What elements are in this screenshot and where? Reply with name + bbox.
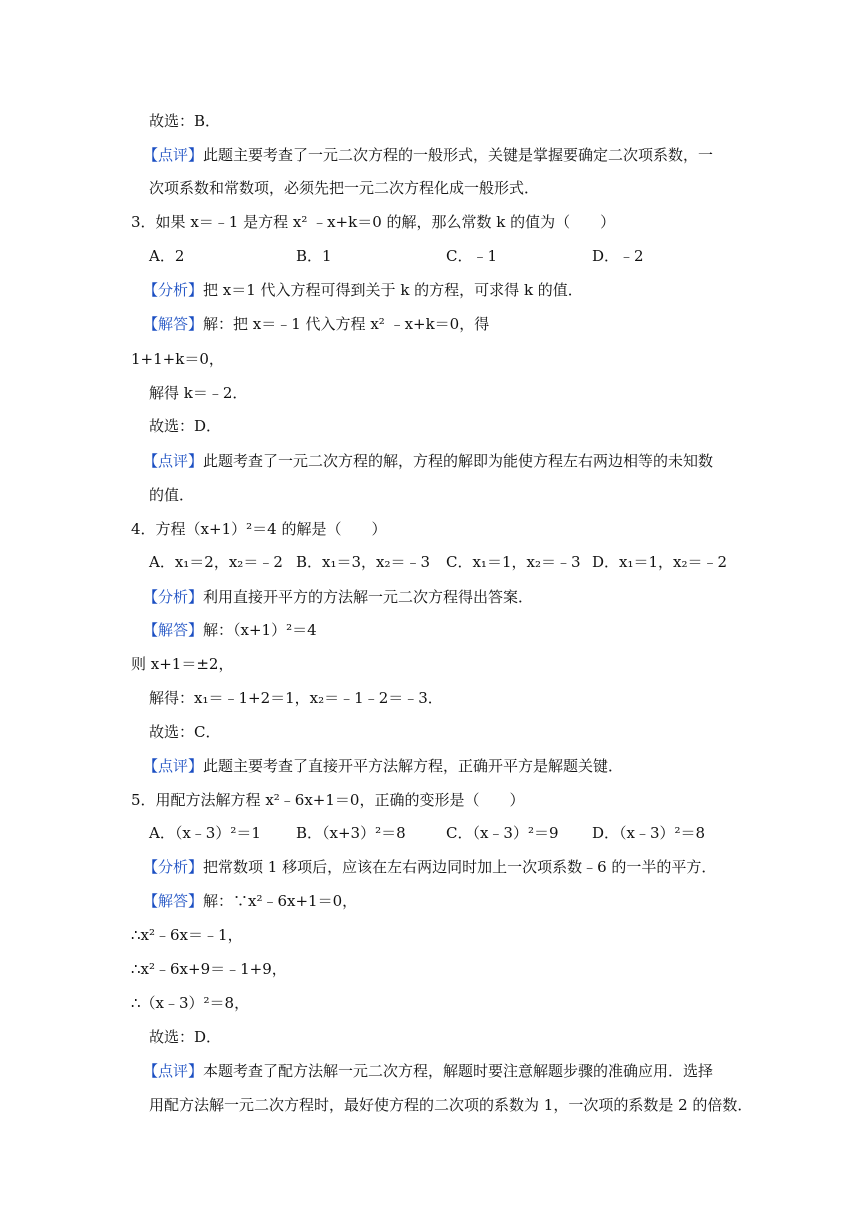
q4-comment: 【点评】此题主要考查了直接开平方法解方程，正确开平方是解题关键． <box>143 757 624 775</box>
q4-answer: 【解答】解：（x+1）²＝4 <box>143 621 317 639</box>
q3-option-a: A．2 <box>149 247 185 265</box>
q3-step-2: 解得 k＝﹣2． <box>149 384 248 402</box>
analysis-tag: 【分析】 <box>143 588 204 606</box>
q4-step-2: 解得：x₁＝﹣1+2＝1，x₂＝﹣1﹣2＝﹣3． <box>149 689 443 707</box>
q2-comment: 【点评】此题主要考查了一元二次方程的一般形式，关键是掌握要确定二次项系数，一 <box>143 146 714 164</box>
q4-options <box>0 552 860 572</box>
comment-tag: 【点评】 <box>143 146 204 164</box>
q4-option-c: C．x₁＝1，x₂＝﹣3 <box>446 553 581 571</box>
q3-comment-cont: 的值． <box>149 486 195 504</box>
comment-tag: 【点评】 <box>143 1062 204 1080</box>
q3-option-d: D．﹣2 <box>592 247 644 265</box>
q5-answer: 【解答】解：∵x²﹣6x+1＝0， <box>143 892 358 910</box>
q4-stem: 4．方程（x+1）²＝4 的解是（ ） <box>131 520 387 538</box>
q5-comment: 【点评】本题考查了配方法解一元二次方程，解题时要注意解题步骤的准确应用．选择 <box>143 1062 714 1080</box>
q5-options <box>0 823 860 843</box>
q3-step-1: 1+1+k＝0， <box>131 350 224 368</box>
comment-tag: 【点评】 <box>143 757 204 775</box>
q3-stem: 3．如果 x＝﹣1 是方程 x² ﹣x+k＝0 的解，那么常数 k 的值为（ ） <box>131 213 616 231</box>
q5-option-b: B．（x+3）²＝8 <box>296 824 406 842</box>
q3-option-b: B．1 <box>296 247 332 265</box>
q2-comment-cont: 次项系数和常数项，必须先把一元二次方程化成一般形式． <box>149 179 540 197</box>
q5-option-d: D．（x﹣3）²＝8 <box>592 824 706 842</box>
q5-option-c: C．（x﹣3）²＝9 <box>446 824 559 842</box>
q5-choose: 故选：D． <box>149 1028 222 1046</box>
answer-tag: 【解答】 <box>143 621 204 639</box>
q5-option-a: A．（x﹣3）²＝1 <box>149 824 261 842</box>
q4-choose: 故选：C． <box>149 723 221 741</box>
q4-option-b: B．x₁＝3，x₂＝﹣3 <box>296 553 431 571</box>
answer-tag: 【解答】 <box>143 892 204 910</box>
q3-analysis: 【分析】把 x＝1 代入方程可得到关于 k 的方程，可求得 k 的值． <box>143 281 583 299</box>
q2-choose: 故选：B． <box>149 112 221 130</box>
q4-analysis: 【分析】利用直接开平方的方法解一元二次方程得出答案． <box>143 588 534 606</box>
q3-choose: 故选：D． <box>149 417 222 435</box>
q5-stem: 5．用配方法解方程 x²﹣6x+1＝0，正确的变形是（ ） <box>131 791 525 809</box>
analysis-tag: 【分析】 <box>143 281 204 299</box>
q5-analysis: 【分析】把常数项 1 移项后，应该在左右两边同时加上一次项系数﹣6 的一半的平方． <box>143 858 717 876</box>
q4-option-a: A．x₁＝2，x₂＝﹣2 <box>149 553 283 571</box>
q5-comment-cont: 用配方法解一元二次方程时，最好使方程的二次项的系数为 1，一次项的系数是 2 的倍数． <box>149 1096 753 1114</box>
q4-step-1: 则 x+1＝±2， <box>131 655 234 673</box>
q4-option-d: D．x₁＝1，x₂＝﹣2 <box>592 553 728 571</box>
q5-step-2: ∴x²﹣6x+9＝﹣1+9， <box>131 960 287 978</box>
q5-step-3: ∴（x﹣3）²＝8， <box>131 994 250 1012</box>
analysis-tag: 【分析】 <box>143 858 204 876</box>
answer-tag: 【解答】 <box>143 315 204 333</box>
q3-options <box>0 246 860 266</box>
q5-step-1: ∴x²﹣6x＝﹣1， <box>131 926 243 944</box>
q3-answer: 【解答】解：把 x＝﹣1 代入方程 x² ﹣x+k＝0，得 <box>143 315 490 333</box>
comment-tag: 【点评】 <box>143 452 204 470</box>
q3-comment: 【点评】此题考查了一元二次方程的解，方程的解即为能使方程左右两边相等的未知数 <box>143 452 714 470</box>
q3-option-c: C．﹣1 <box>446 247 498 265</box>
